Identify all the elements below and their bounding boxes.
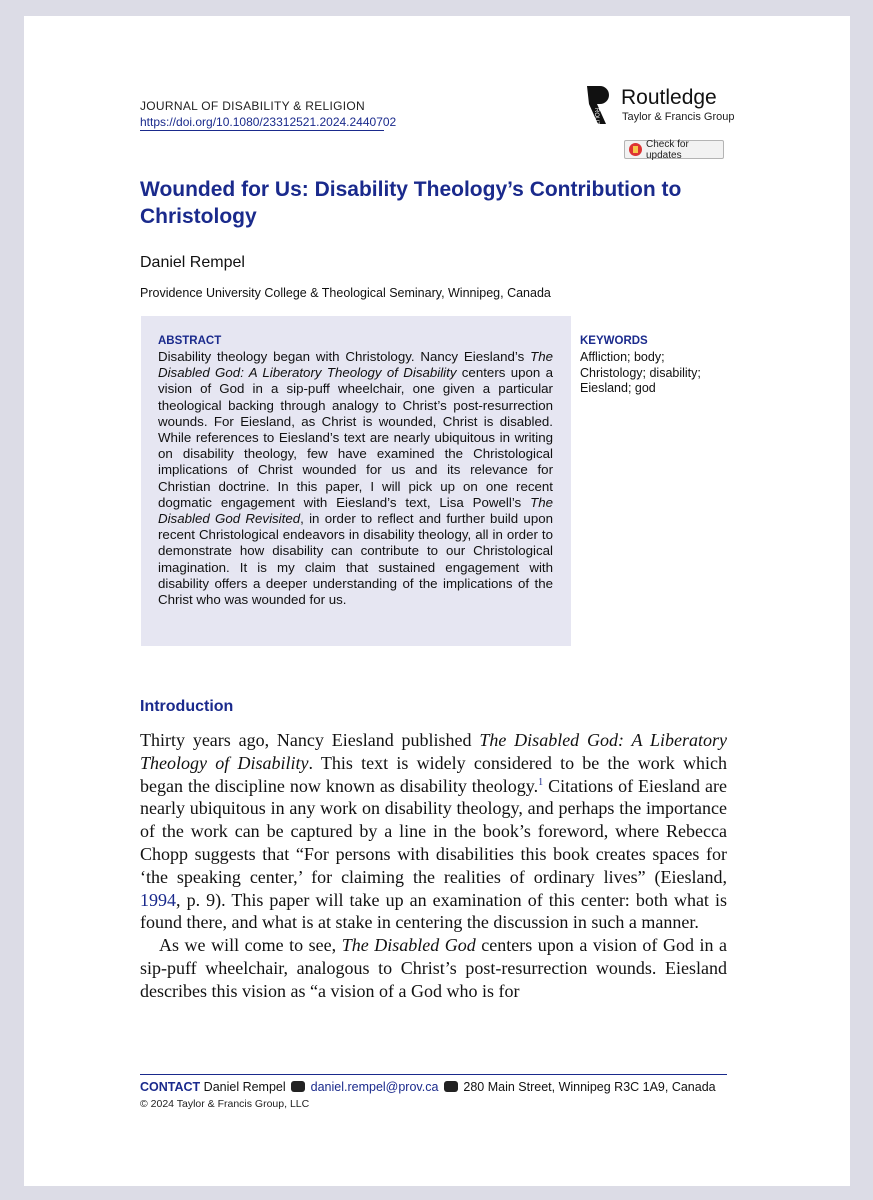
- abstract-part: Disability theology began with Christology. Nancy Eiesland’s: [158, 349, 531, 364]
- article-title: Wounded for Us: Disability Theology’s Contribution to Christology: [140, 178, 682, 228]
- publisher-mark: ROUTLEDGE: [593, 108, 599, 146]
- crossmark-icon: [629, 143, 642, 156]
- contact-line: [140, 1080, 740, 1094]
- article-page: [24, 16, 850, 1186]
- mail-address-icon: [444, 1081, 458, 1092]
- footer-divider: [140, 1074, 727, 1075]
- author-affiliation: Providence University College & Theological Seminary, Winnipeg, Canada: [140, 286, 551, 300]
- email-icon: [291, 1081, 305, 1092]
- check-updates-button[interactable]: [624, 140, 724, 159]
- keywords-list: Affliction; body; Christology; disability; Eiesland; god: [580, 350, 701, 395]
- contact-address: 280 Main Street, Winnipeg R3C 1A9, Canada: [463, 1080, 716, 1094]
- abstract-book-title: The Disabled God: A Liberatory Theology of Disability: [158, 349, 553, 381]
- header-divider: [140, 130, 384, 131]
- abstract-part: , in order to reflect and further build upon recent Christological endeavors in disability theology, all in order to demonstrate how disability can contribute to our Christological imagination. It is my claim that sustained engagement with disability offers a deeper understanding of the implications of the Christ who was wounded for us.: [158, 511, 554, 608]
- paragraph: [140, 729, 727, 934]
- contact-name: Daniel Rempel: [203, 1080, 286, 1094]
- abstract-book-title: The Disabled God Revisited: [158, 494, 553, 527]
- abstract-part: centers upon a vision of God in a sip-puff wheelchair, one given a particular theological backing through analogy to Christ’s post-resurrection wounds. For Eiesland, as Christ is wounded, Christ is disabled. While references to Eiesland’s text are nearly ubiquitous in writing on disability theology, few have examined the Christological implications of Christ wounded for us and its relevance for Christian doctrine. In this paper, I will pick up on one recent dogmatic engagement with Eiesland’s text, Lisa Powell’s: [158, 365, 553, 510]
- publisher-name: Routledge: [621, 86, 717, 109]
- paragraph-text: centers upon a vision of God in a sip-puff wheelchair, analogous to Christ’s post-resurrection wounds. Eiesland describes this vision as “a vision of a God who is for: [140, 935, 728, 1001]
- journal-name: JOURNAL OF DISABILITY & RELIGION: [140, 99, 365, 113]
- book-title: The Disabled God: [341, 935, 476, 956]
- citation-link[interactable]: 1994: [140, 889, 176, 910]
- book-title: The Disabled God: A Liberatory Theology of Disability: [140, 730, 727, 773]
- section-heading: Introduction: [140, 698, 234, 715]
- check-updates-label: Check for updates: [646, 138, 689, 161]
- paragraph-text: Citations of Eiesland are nearly ubiquitous in any work on disability theology, and perhaps the importance of the work can be captured by a line in the book’s foreword, where Rebecca Chopp suggests that “For persons with disabilities this book creates spaces for ‘the speaking center,’ for claiming the realities of ordinary lives” (Eiesland,: [140, 775, 727, 887]
- paragraph-text: Thirty years ago, Nancy Eiesland published: [140, 730, 480, 750]
- paragraph-text: , p. 9). This paper will take up an examination of this center: both what is found there, and what is at stake in centering the discussion in such a manner.: [140, 889, 727, 933]
- publisher-group: Taylor & Francis Group: [622, 111, 735, 123]
- paragraph-text: As we will come to see,: [159, 935, 342, 956]
- keywords-label: KEYWORDS: [580, 335, 648, 347]
- email-link[interactable]: daniel.rempel@prov.ca: [310, 1080, 439, 1094]
- footnote-link[interactable]: 1: [538, 776, 544, 788]
- abstract-label: ABSTRACT: [158, 335, 222, 347]
- paragraph-text: . This text is widely considered to be the work which began the discipline now known as disability theology.: [140, 752, 727, 796]
- body-text: [140, 729, 727, 1003]
- copyright: © 2024 Taylor & Francis Group, LLC: [140, 1098, 310, 1110]
- contact-label: CONTACT: [140, 1080, 201, 1094]
- abstract-text: [158, 349, 553, 608]
- doi-link[interactable]: https://doi.org/10.1080/23312521.2024.2440702: [140, 115, 397, 129]
- paragraph: [140, 934, 727, 1002]
- author-name: Daniel Rempel: [140, 254, 245, 271]
- routledge-logo-icon: [584, 84, 612, 146]
